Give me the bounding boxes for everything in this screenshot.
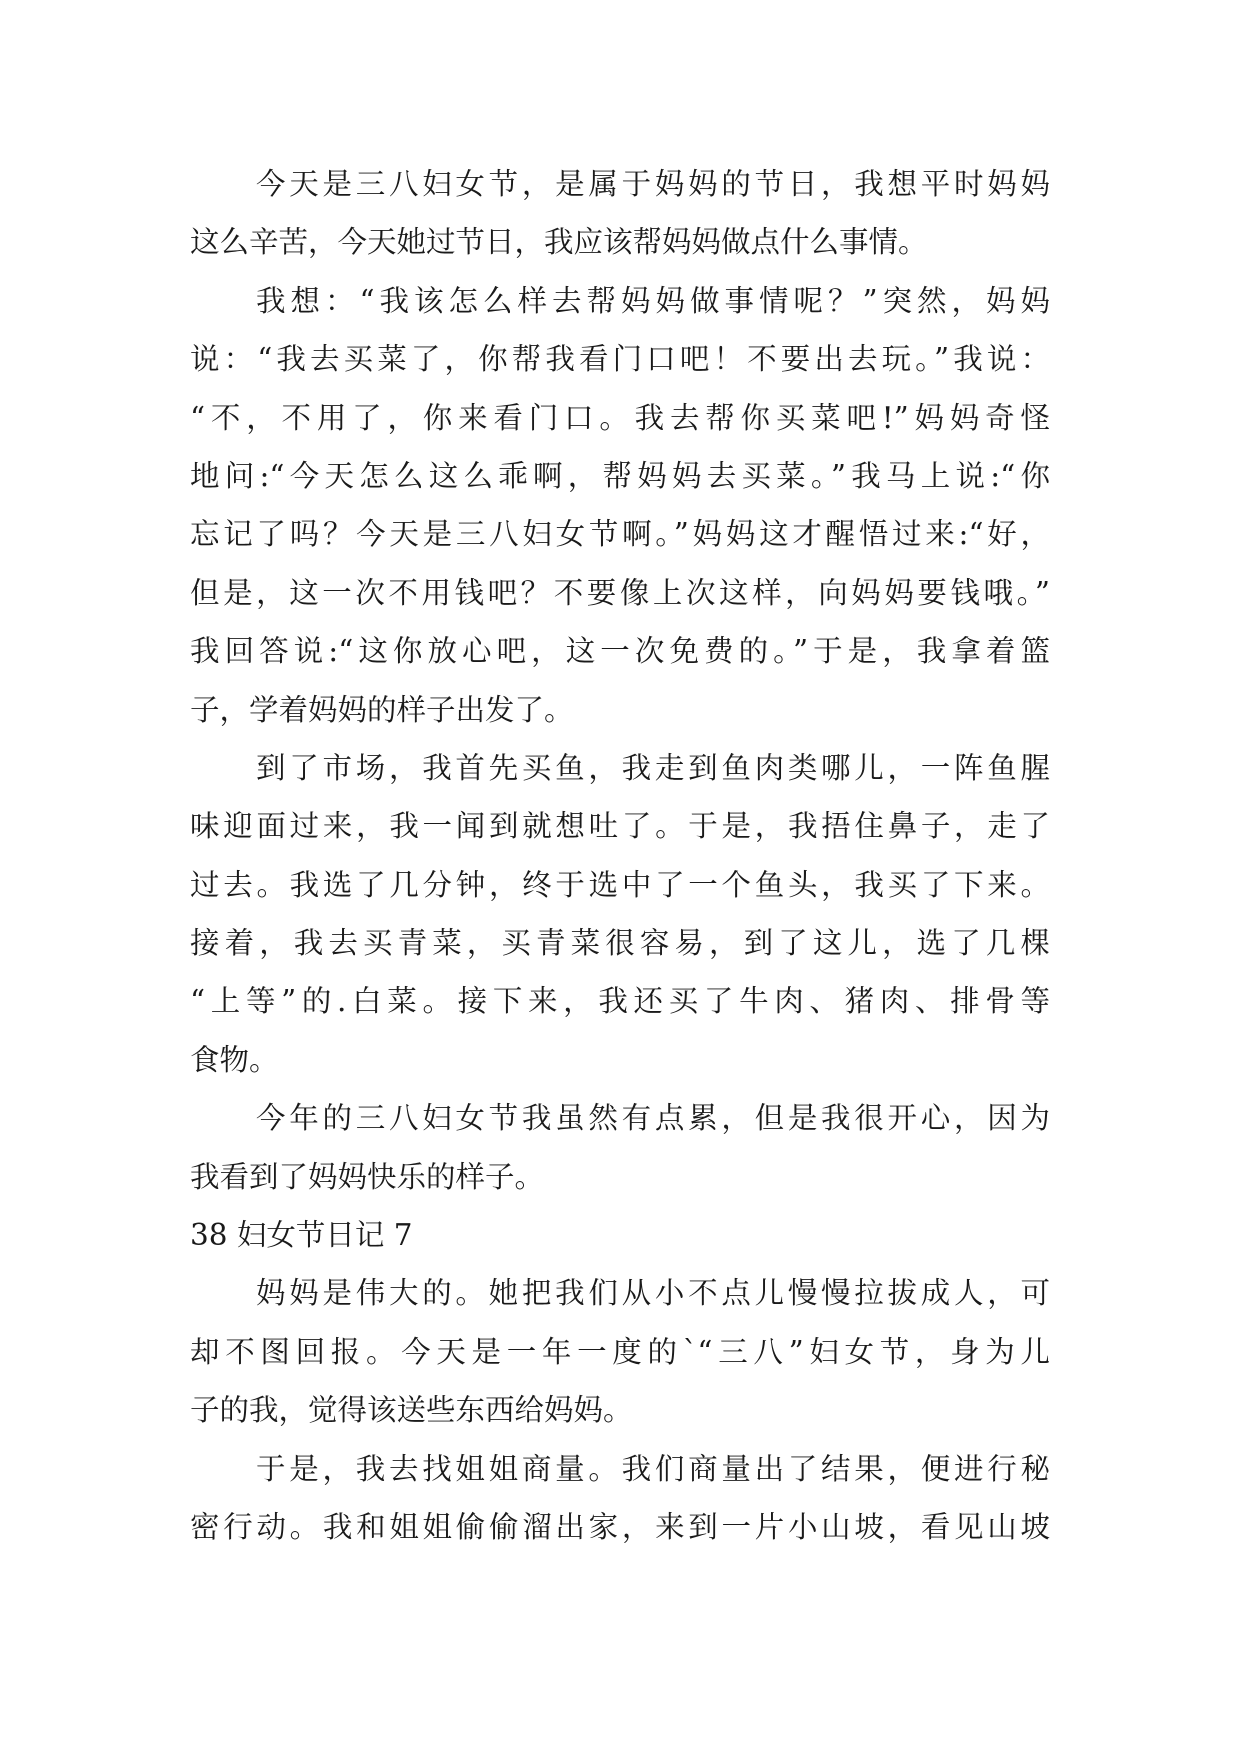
text-line: 这么辛苦，今天她过节日，我应该帮妈妈做点什么事情。 (190, 225, 928, 260)
text-line: 味迎面过来，我一闻到就想吐了。于是，我捂住鼻子，走了 (190, 809, 1050, 844)
text-line: 但是，这一次不用钱吧？不要像上次这样，向妈妈要钱哦。” (190, 575, 1050, 610)
text-line: 却不图回报。今天是一年一度的`“三八”妇女节，身为儿 (190, 1334, 1050, 1369)
text-line: “不，不用了，你来看门口。我去帮你买菜吧!”妈妈奇怪 (190, 400, 1050, 435)
text-line: 子的我，觉得该送些东西给妈妈。 (190, 1393, 633, 1428)
text-line: 今天是三八妇女节，是属于妈妈的节日，我想平时妈妈 (256, 167, 1050, 201)
text-line: 子，学着妈妈的样子出发了。 (190, 692, 574, 727)
text-line: 接着，我去买青菜，买青菜很容易，到了这儿，选了几棵 (190, 926, 1050, 961)
text-line: 我看到了妈妈快乐的样子。 (190, 1159, 545, 1194)
text-line: 说：“我去买菜了，你帮我看门口吧！不要出去玩。”我说： (190, 342, 1050, 377)
text-line: 地问:“今天怎么这么乖啊，帮妈妈去买菜。”我马上说:“你 (190, 458, 1050, 493)
text-line: 密行动。我和姐姐偷偷溜出家，来到一片小山坡，看见山坡 (190, 1509, 1050, 1544)
text-line: 我想：“我该怎么样去帮妈妈做事情呢？”突然，妈妈 (256, 283, 1050, 318)
section-heading: 38 妇女节日记 7 (190, 1218, 413, 1253)
document-body (190, 155, 1050, 1556)
text-line: 食物。 (190, 1042, 279, 1077)
text-line: 过去。我选了几分钟，终于选中了一个鱼头，我买了下来。 (190, 867, 1050, 902)
text-line: 到了市场，我首先买鱼，我走到鱼肉类哪儿，一阵鱼腥 (256, 750, 1050, 785)
text-line: 今年的三八妇女节我虽然有点累，但是我很开心，因为 (256, 1101, 1050, 1136)
text-line: 于是，我去找姐姐商量。我们商量出了结果，便进行秘 (256, 1451, 1050, 1486)
text-line: 妈妈是伟大的。她把我们从小不点儿慢慢拉拔成人，可 (256, 1276, 1050, 1311)
text-line: “上等”的.白菜。接下来，我还买了牛肉、猪肉、排骨等 (190, 984, 1050, 1019)
text-line: 忘记了吗？今天是三八妇女节啊。”妈妈这才醒悟过来:“好， (190, 517, 1050, 552)
text-line: 我回答说:“这你放心吧，这一次免费的。”于是，我拿着篮 (190, 634, 1050, 669)
